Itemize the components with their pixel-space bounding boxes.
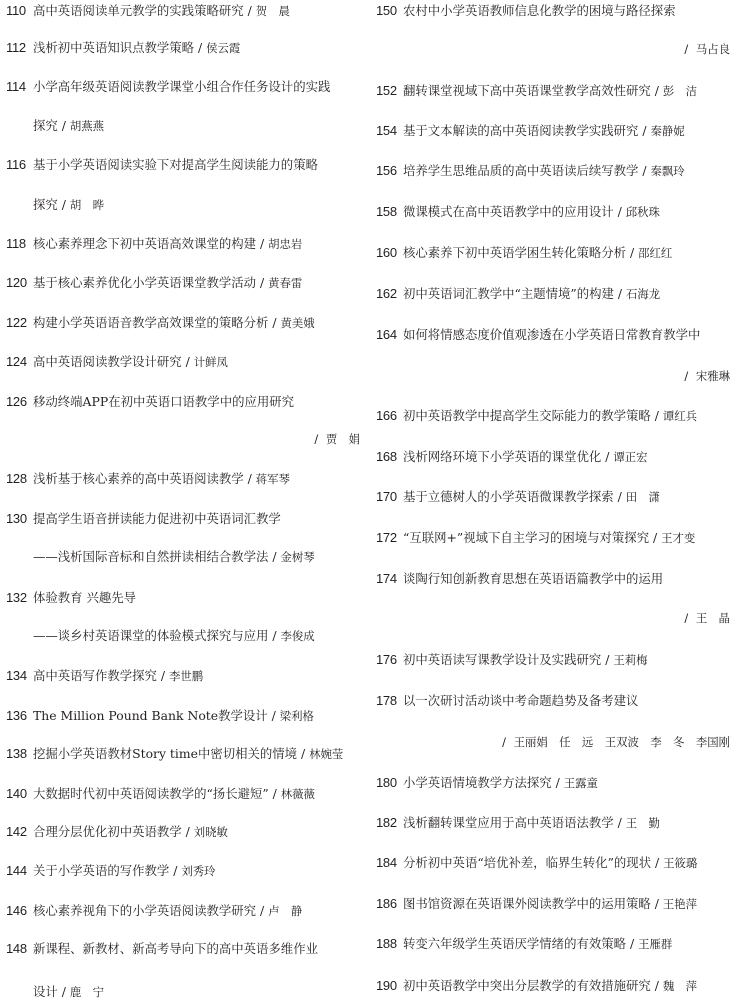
author-name: 金树琴 [280, 550, 315, 564]
toc-entry-152 [376, 80, 730, 102]
article-title: 以一次研讨活动谈中考命题趋势及备考建议 [403, 693, 639, 708]
author-name: 王莉梅 [613, 653, 648, 667]
article-title: 如何将情感态度价值观渗透在小学英语日常教育教学中 [403, 327, 701, 342]
toc-entry-158 [376, 201, 730, 223]
toc-entry-124 [6, 351, 360, 373]
article-title: 提高学生语音拼读能力促进初中英语词汇教学 [33, 511, 281, 526]
article-title: 小学英语情境教学方法探究 / [403, 775, 564, 790]
toc-entry-154 [376, 120, 730, 142]
toc-entry-188 [376, 933, 730, 955]
author-name: 刘秀玲 [181, 864, 216, 878]
page-number: 152 [376, 83, 397, 98]
toc-entry-182 [376, 812, 730, 834]
page-number: 136 [6, 708, 27, 723]
article-title: 浅析翻转课堂应用于高中英语语法教学 / [403, 815, 626, 830]
article-title: 构建小学英语语音教学高效课堂的策略分析 / [33, 315, 281, 330]
toc-entry-162 [376, 283, 730, 305]
page-number: 144 [6, 863, 27, 878]
author-name: 王 勤 [625, 816, 660, 830]
toc-entry-continuation [6, 625, 360, 647]
author-name: 梁利格 [279, 709, 314, 723]
article-title: 合理分层优化初中英语教学 / [33, 824, 194, 839]
toc-entry-128 [6, 468, 360, 490]
toc-entry-continuation [6, 546, 360, 568]
author-name: 石海龙 [625, 287, 661, 301]
toc-entry-178 [376, 690, 730, 712]
toc-entry-132 [6, 587, 360, 609]
page-number: 182 [376, 815, 397, 830]
toc-entry-120 [6, 272, 360, 294]
article-title-continued: ——浅析国际音标和自然拼读相结合教学法 / [33, 549, 281, 564]
author-name: 胡忠岩 [268, 237, 303, 251]
page-number: 184 [376, 855, 397, 870]
toc-entry-author-line [376, 607, 730, 629]
page-number: 178 [376, 693, 397, 708]
author-name: 鹿 宁 [69, 985, 105, 999]
author-name: 胡 晔 [69, 198, 105, 212]
toc-entry-126 [6, 391, 360, 413]
page-number: 166 [376, 408, 397, 423]
author-name: 刘晓敏 [193, 825, 228, 839]
toc-entry-continuation [6, 981, 360, 1003]
article-title: 核心素养视角下的小学英语阅读教学研究 / [33, 903, 269, 918]
article-title: 微课模式在高中英语教学中的应用设计 / [403, 204, 626, 219]
toc-entry-148 [6, 938, 360, 960]
toc-entry-continuation [6, 194, 360, 216]
page-number: 172 [376, 530, 397, 545]
page-number: 148 [6, 941, 27, 956]
toc-entry-130 [6, 508, 360, 530]
toc-entry-116 [6, 154, 360, 176]
toc-entry-136 [6, 705, 360, 727]
toc-entry-144 [6, 860, 360, 882]
page-number: 150 [376, 3, 397, 18]
article-title: 基于小学英语阅读实验下对提高学生阅读能力的策略 [33, 157, 318, 172]
article-title: The Million Pound Bank Note教学设计 / [33, 708, 280, 723]
author-name: 林婉莹 [309, 747, 344, 761]
page-number: 162 [376, 286, 397, 301]
page-number: 130 [6, 511, 27, 526]
page-number: 160 [376, 245, 397, 260]
toc-entry-112 [6, 37, 360, 59]
page-number: 176 [376, 652, 397, 667]
page-number: 120 [6, 275, 27, 290]
page-number: 138 [6, 746, 27, 761]
page-number: 174 [376, 571, 397, 586]
toc-entry-168 [376, 446, 730, 468]
author-name: 贺 晨 [255, 4, 290, 18]
article-title: 农村中小学英语教师信息化教学的困境与路径探索 [403, 3, 676, 18]
toc-entry-186 [376, 893, 730, 915]
page-number: 158 [376, 204, 397, 219]
article-title: 浅析基于核心素养的高中英语阅读教学 / [33, 471, 256, 486]
article-title: 体验教育 兴趣先导 [33, 590, 137, 605]
author-name: / 宋雅琳 [684, 369, 730, 383]
toc-entry-author-line [376, 731, 730, 753]
article-title: 高中英语阅读单元教学的实践策略研究 / [33, 3, 256, 18]
toc-entry-author-line [376, 38, 730, 60]
toc-entry-146 [6, 900, 360, 922]
article-title: 谈陶行知创新教育思想在英语语篇教学中的运用 [403, 571, 664, 586]
toc-entry-138 [6, 743, 360, 765]
page-number: 156 [376, 163, 397, 178]
author-name: 计鲜凤 [193, 355, 228, 369]
page-number: 126 [6, 394, 27, 409]
author-name: 林薇薇 [280, 787, 315, 801]
article-title: 转变六年级学生英语厌学情绪的有效策略 / [403, 936, 639, 951]
toc-entry-164 [376, 324, 730, 346]
toc-entry-176 [376, 649, 730, 671]
page-number: 164 [376, 327, 397, 342]
page-number: 122 [6, 315, 27, 330]
page-number: 118 [6, 236, 26, 251]
article-title: 基于核心素养优化小学英语课堂教学活动 / [33, 275, 269, 290]
page-number: 128 [6, 471, 27, 486]
toc-entry-134 [6, 665, 360, 687]
article-title: 基于立德树人的小学英语微课教学探索 / [403, 489, 626, 504]
author-name: 黄春雷 [268, 276, 303, 290]
author-name: 王才变 [661, 531, 696, 545]
page-number: 154 [376, 123, 397, 138]
article-title: 培养学生思维品质的高中英语读后续写教学 / [403, 163, 651, 178]
page-number: 124 [6, 354, 27, 369]
toc-entry-172 [376, 527, 730, 549]
page-number: 170 [376, 489, 397, 504]
toc-entry-author-line [6, 428, 360, 450]
toc-entry-author-line [376, 365, 730, 387]
toc-entry-170 [376, 486, 730, 508]
page-number: 116 [6, 157, 26, 172]
toc-entry-110 [6, 0, 360, 22]
page-number: 188 [376, 936, 397, 951]
page-number: 132 [6, 590, 27, 605]
page-number: 168 [376, 449, 397, 464]
article-title: 基于文本解读的高中英语阅读教学实践研究 / [403, 123, 651, 138]
toc-entry-114 [6, 76, 360, 98]
author-name: 邵红红 [638, 246, 673, 260]
page-number: 112 [6, 40, 26, 55]
page-number: 146 [6, 903, 27, 918]
author-name: 王筱璐 [663, 856, 698, 870]
author-name: 彭 洁 [662, 84, 698, 98]
article-title: 大数据时代初中英语阅读教学的“扬长避短” / [33, 786, 281, 801]
article-title-continued: 设计 / [33, 984, 70, 999]
page-number: 114 [6, 79, 26, 94]
toc-entry-190 [376, 975, 730, 997]
article-title-continued: 探究 / [33, 118, 70, 133]
article-title: 新课程、新教材、新高考导向下的高中英语多维作业 [33, 941, 318, 956]
article-title-continued: ——谈乡村英语课堂的体验模式探究与应用 / [33, 628, 281, 643]
page-number: 110 [6, 3, 26, 18]
article-title: 核心素养理念下初中英语高效课堂的构建 / [33, 236, 269, 251]
page-number: 180 [376, 775, 397, 790]
author-name: 王雁群 [638, 937, 673, 951]
author-name: 李俊成 [280, 629, 315, 643]
article-title: 初中英语词汇教学中“主题情境”的构建 / [403, 286, 626, 301]
article-title: 初中英语读写课教学设计及实践研究 / [403, 652, 614, 667]
article-title: 关于小学英语的写作教学 / [33, 863, 182, 878]
article-title: 图书馆资源在英语课外阅读教学中的运用策略 / [403, 896, 663, 911]
toc-entry-174 [376, 568, 730, 590]
author-name: 侯云霞 [206, 41, 241, 55]
toc-entry-160 [376, 242, 730, 264]
author-name: 胡燕燕 [69, 119, 105, 133]
article-title: 高中英语阅读教学设计研究 / [33, 354, 194, 369]
article-title: 移动终端APP在初中英语口语教学中的应用研究 [33, 394, 295, 409]
toc-entry-150 [376, 0, 730, 22]
author-name: 卢 静 [268, 904, 303, 918]
page-number: 186 [376, 896, 397, 911]
toc-entry-140 [6, 783, 360, 805]
author-name: 蒋军琴 [255, 472, 290, 486]
author-name: 邱秋珠 [625, 205, 660, 219]
article-title: 初中英语教学中突出分层教学的有效措施研究 / [403, 978, 663, 993]
toc-entry-continuation [6, 115, 360, 137]
author-name: / 贾 娟 [314, 432, 360, 446]
author-name: 谭正宏 [613, 450, 648, 464]
toc-entry-142 [6, 821, 360, 843]
toc-entry-156 [376, 160, 730, 182]
author-name: 王艳萍 [662, 897, 698, 911]
article-title: 挖掘小学英语教材Story time中密切相关的情境 / [33, 746, 310, 761]
author-name: / 王丽娟 任 远 王双波 李 冬 李国刚 [502, 735, 730, 749]
author-name: 黄美娥 [280, 316, 315, 330]
article-title: 小学高年级英语阅读教学课堂小组合作任务设计的实践 [33, 79, 331, 94]
article-title: 高中英语写作教学探究 / [33, 668, 169, 683]
author-name: 李世鹏 [168, 669, 204, 683]
article-title: 初中英语教学中提高学生交际能力的教学策略 / [403, 408, 663, 423]
toc-entry-166 [376, 405, 730, 427]
page-number: 142 [6, 824, 27, 839]
article-title-continued: 探究 / [33, 197, 70, 212]
article-title: 分析初中英语“培优补差，临界生转化”的现状 / [403, 855, 664, 870]
toc-entry-184 [376, 852, 730, 874]
author-name: 谭红兵 [662, 409, 698, 423]
page-number: 190 [376, 978, 397, 993]
author-name: 王露童 [563, 776, 598, 790]
author-name: 魏 萍 [662, 979, 698, 993]
article-title: 浅析网络环境下小学英语的课堂优化 / [403, 449, 614, 464]
author-name: / 马占良 [684, 42, 730, 56]
author-name: 田 潇 [625, 490, 660, 504]
article-title: 翻转课堂视域下高中英语课堂教学高效性研究 / [403, 83, 663, 98]
page-number: 140 [6, 786, 27, 801]
page-number: 134 [6, 668, 27, 683]
author-name: / 王 晶 [684, 611, 730, 625]
article-title: 浅析初中英语知识点教学策略 / [33, 40, 207, 55]
toc-entry-118 [6, 233, 360, 255]
article-title: 核心素养下初中英语学困生转化策略分析 / [403, 245, 639, 260]
toc-entry-122 [6, 312, 360, 334]
author-name: 秦静妮 [650, 124, 685, 138]
toc-entry-180 [376, 772, 730, 794]
article-title: “互联网+”视域下自主学习的困境与对策探究 / [403, 530, 662, 545]
author-name: 秦飘玲 [650, 164, 685, 178]
